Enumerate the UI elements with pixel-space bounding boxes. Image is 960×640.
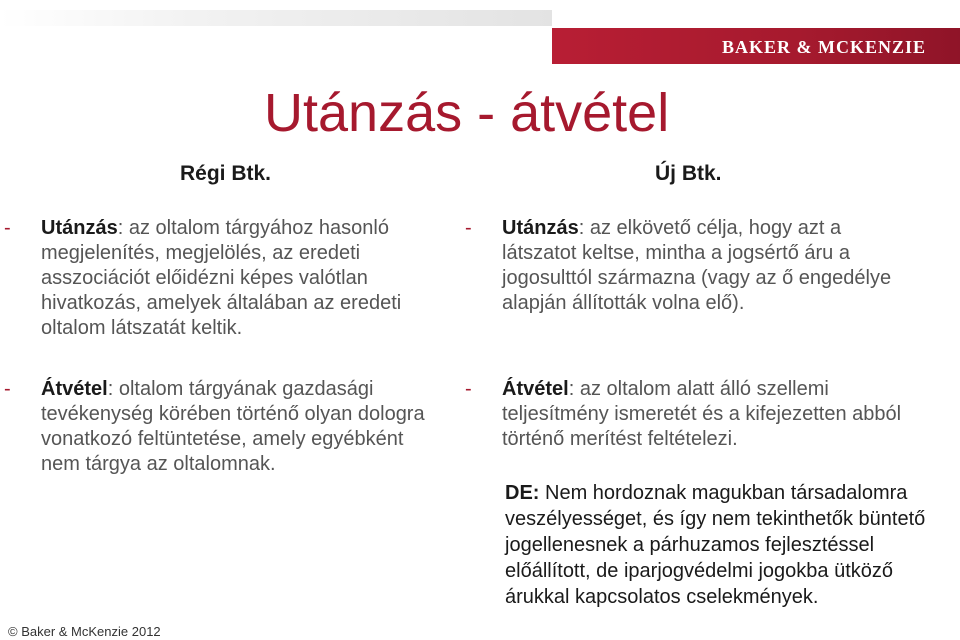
bullet-dash: - [465, 217, 472, 239]
bullet-text: : az oltalom tárgyához hasonló megjelenítés, megjelölés, az eredeti asszociációt előidézni képes valótlan hivatkozás, amelyek általában az eredeti oltalom látszatát keltik. [41, 217, 402, 339]
bullet-text: : az elkövető célja, hogy azt a látszatot keltse, mintha a jogsértő áru a jogosulttól származna (vagy az ő engedélye alapján állították volna elő). [502, 217, 892, 314]
bullet-dash: - [4, 378, 11, 400]
header-gray-band [0, 10, 552, 26]
copyright-footer: © Baker & McKenzie 2012 [8, 624, 161, 639]
brand-logo: BAKER & MCKENZIE [721, 37, 926, 57]
left-bullet-atvetel [4, 377, 431, 477]
de-note [505, 480, 945, 610]
bullet-dash: - [4, 217, 11, 239]
term-label: Átvétel [41, 378, 108, 400]
bullet-dash: - [465, 378, 472, 400]
de-text: Nem hordoznak magukban társadalomra veszélyességet, és így nem tekinthetők büntető jogellenesnek a párhuzamos fejlesztéssel előállított, de iparjogvédelmi jogokba ütköző árukkal kapcsolatos cselekmények. [505, 482, 926, 608]
bullet-text: : az oltalom alatt álló szellemi teljesítmény ismeretét és a kifejezetten abból történő merítést feltételezi. [502, 378, 902, 450]
bullet-text: : oltalom tárgyának gazdasági tevékenység körében történő olyan dologra vonatkozó feltüntetése, amely egyébként nem tárgya az oltalomnak. [41, 378, 425, 475]
left-bullet-utanzas [4, 216, 451, 341]
term-label: Utánzás [502, 217, 579, 239]
de-label: DE: [505, 482, 540, 504]
left-column-heading: Régi Btk. [180, 162, 272, 185]
slide-title: Utánzás - átvétel [264, 83, 670, 143]
right-bullet-utanzas [465, 216, 902, 316]
term-label: Utánzás [41, 217, 118, 239]
right-bullet-atvetel [465, 377, 902, 452]
right-column-heading: Új Btk. [655, 162, 722, 185]
term-label: Átvétel [502, 378, 569, 400]
